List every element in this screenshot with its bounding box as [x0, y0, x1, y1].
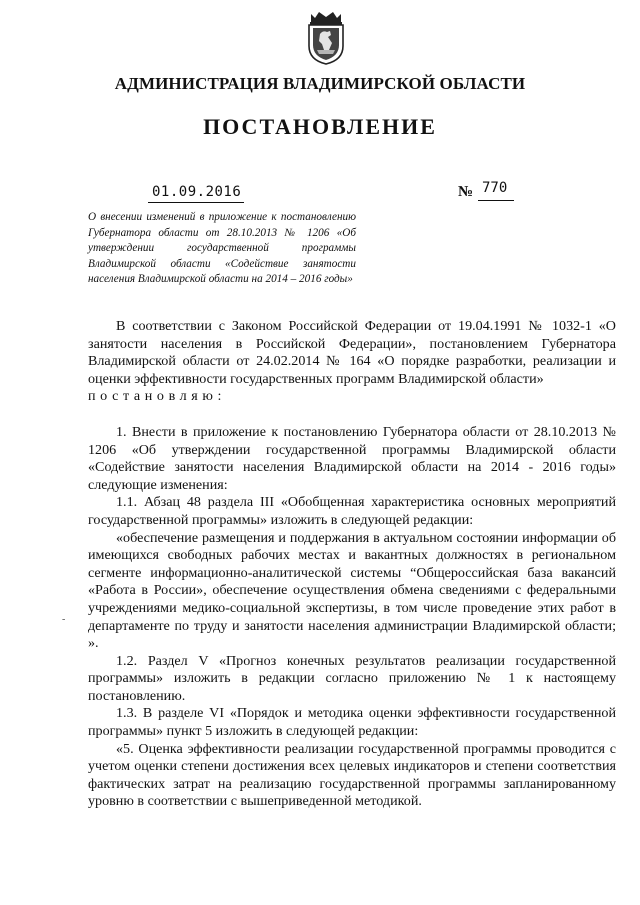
coat-of-arms-icon [305, 10, 347, 66]
decree-word: постановляю: [88, 388, 227, 405]
number-underline [478, 200, 514, 201]
organization-title: АДМИНИСТРАЦИЯ ВЛАДИМИРСКОЙ ОБЛАСТИ [114, 74, 526, 93]
document-type-title: ПОСТАНОВЛЕНИЕ [203, 114, 437, 139]
preamble-paragraph: В соответствии с Законом Российской Федерации от 19.04.1991 № 1032-1 «О занятости населения в Российской Федерации», постановлением Губернатора Владимирской области от 24.02.2014 № 164 «О порядке разработки, реализации и оценки эффективности государственных программ Владимирской области» [88, 318, 616, 387]
document-body [88, 318, 616, 811]
paragraph-1-2: 1.2. Раздел V «Прогноз конечных результатов реализации государственной программы» изложить в редакции согласно приложению № 1 к настоящему постановлению. [88, 652, 616, 704]
paragraph-1-3: 1.3. В разделе VI «Порядок и методика оценки эффективности государственной программы» пункт 5 изложить в следующей редакции: [88, 705, 616, 740]
margin-mark: - [62, 614, 66, 625]
document-subject: О внесении изменений в приложение к постановлению Губернатора области от 28.10.2013 № 1206 «Об утверждении государственной программы Владимирской области «Содействие занятости населения Владимирской области на 2014 – 2016 годы» [88, 211, 356, 286]
date-underline [148, 202, 244, 203]
document-number: 770 [482, 180, 508, 196]
paragraph-gap [88, 406, 616, 424]
paragraph-1-3-quote: «5. Оценка эффективности реализации государственной программы проводится с учетом оценки степени достижения всех целевых индикаторов и степени соответствия фактических затрат на реализацию государственной программы запланированному уровню в соответствии с вышеприведенной методикой. [88, 740, 616, 810]
paragraph-1: 1. Внести в приложение к постановлению Губернатора области от 28.10.2013 № 1206 «Об утверждении государственной программы Владимирской области «Содействие занятости населения Владимирской области на 2014 - 2016 годы» следующие изменения: [88, 423, 616, 493]
document-date: 01.09.2016 [152, 184, 242, 200]
paragraph-1-1: 1.1. Абзац 48 раздела III «Обобщенная характеристика основных мероприятий государственной программы» изложить в следующей редакции: [88, 494, 616, 528]
paragraph-1-1-quote: «обеспечение размещения и поддержания в актуальном состоянии информации об имеющихся свободных рабочих местах и вакантных должностях в региональном сегменте информационно-аналитической системы “Общероссийская база вакансий «Работа в России», обеспечение осуществления обмена сведениями с федеральными учреждениями медико-социальной экспертизы, в том числе проведение этих работ в департаменте по труду и занятости населения администрации Владимирской области; ». [88, 529, 616, 652]
number-sign: № [458, 184, 474, 200]
